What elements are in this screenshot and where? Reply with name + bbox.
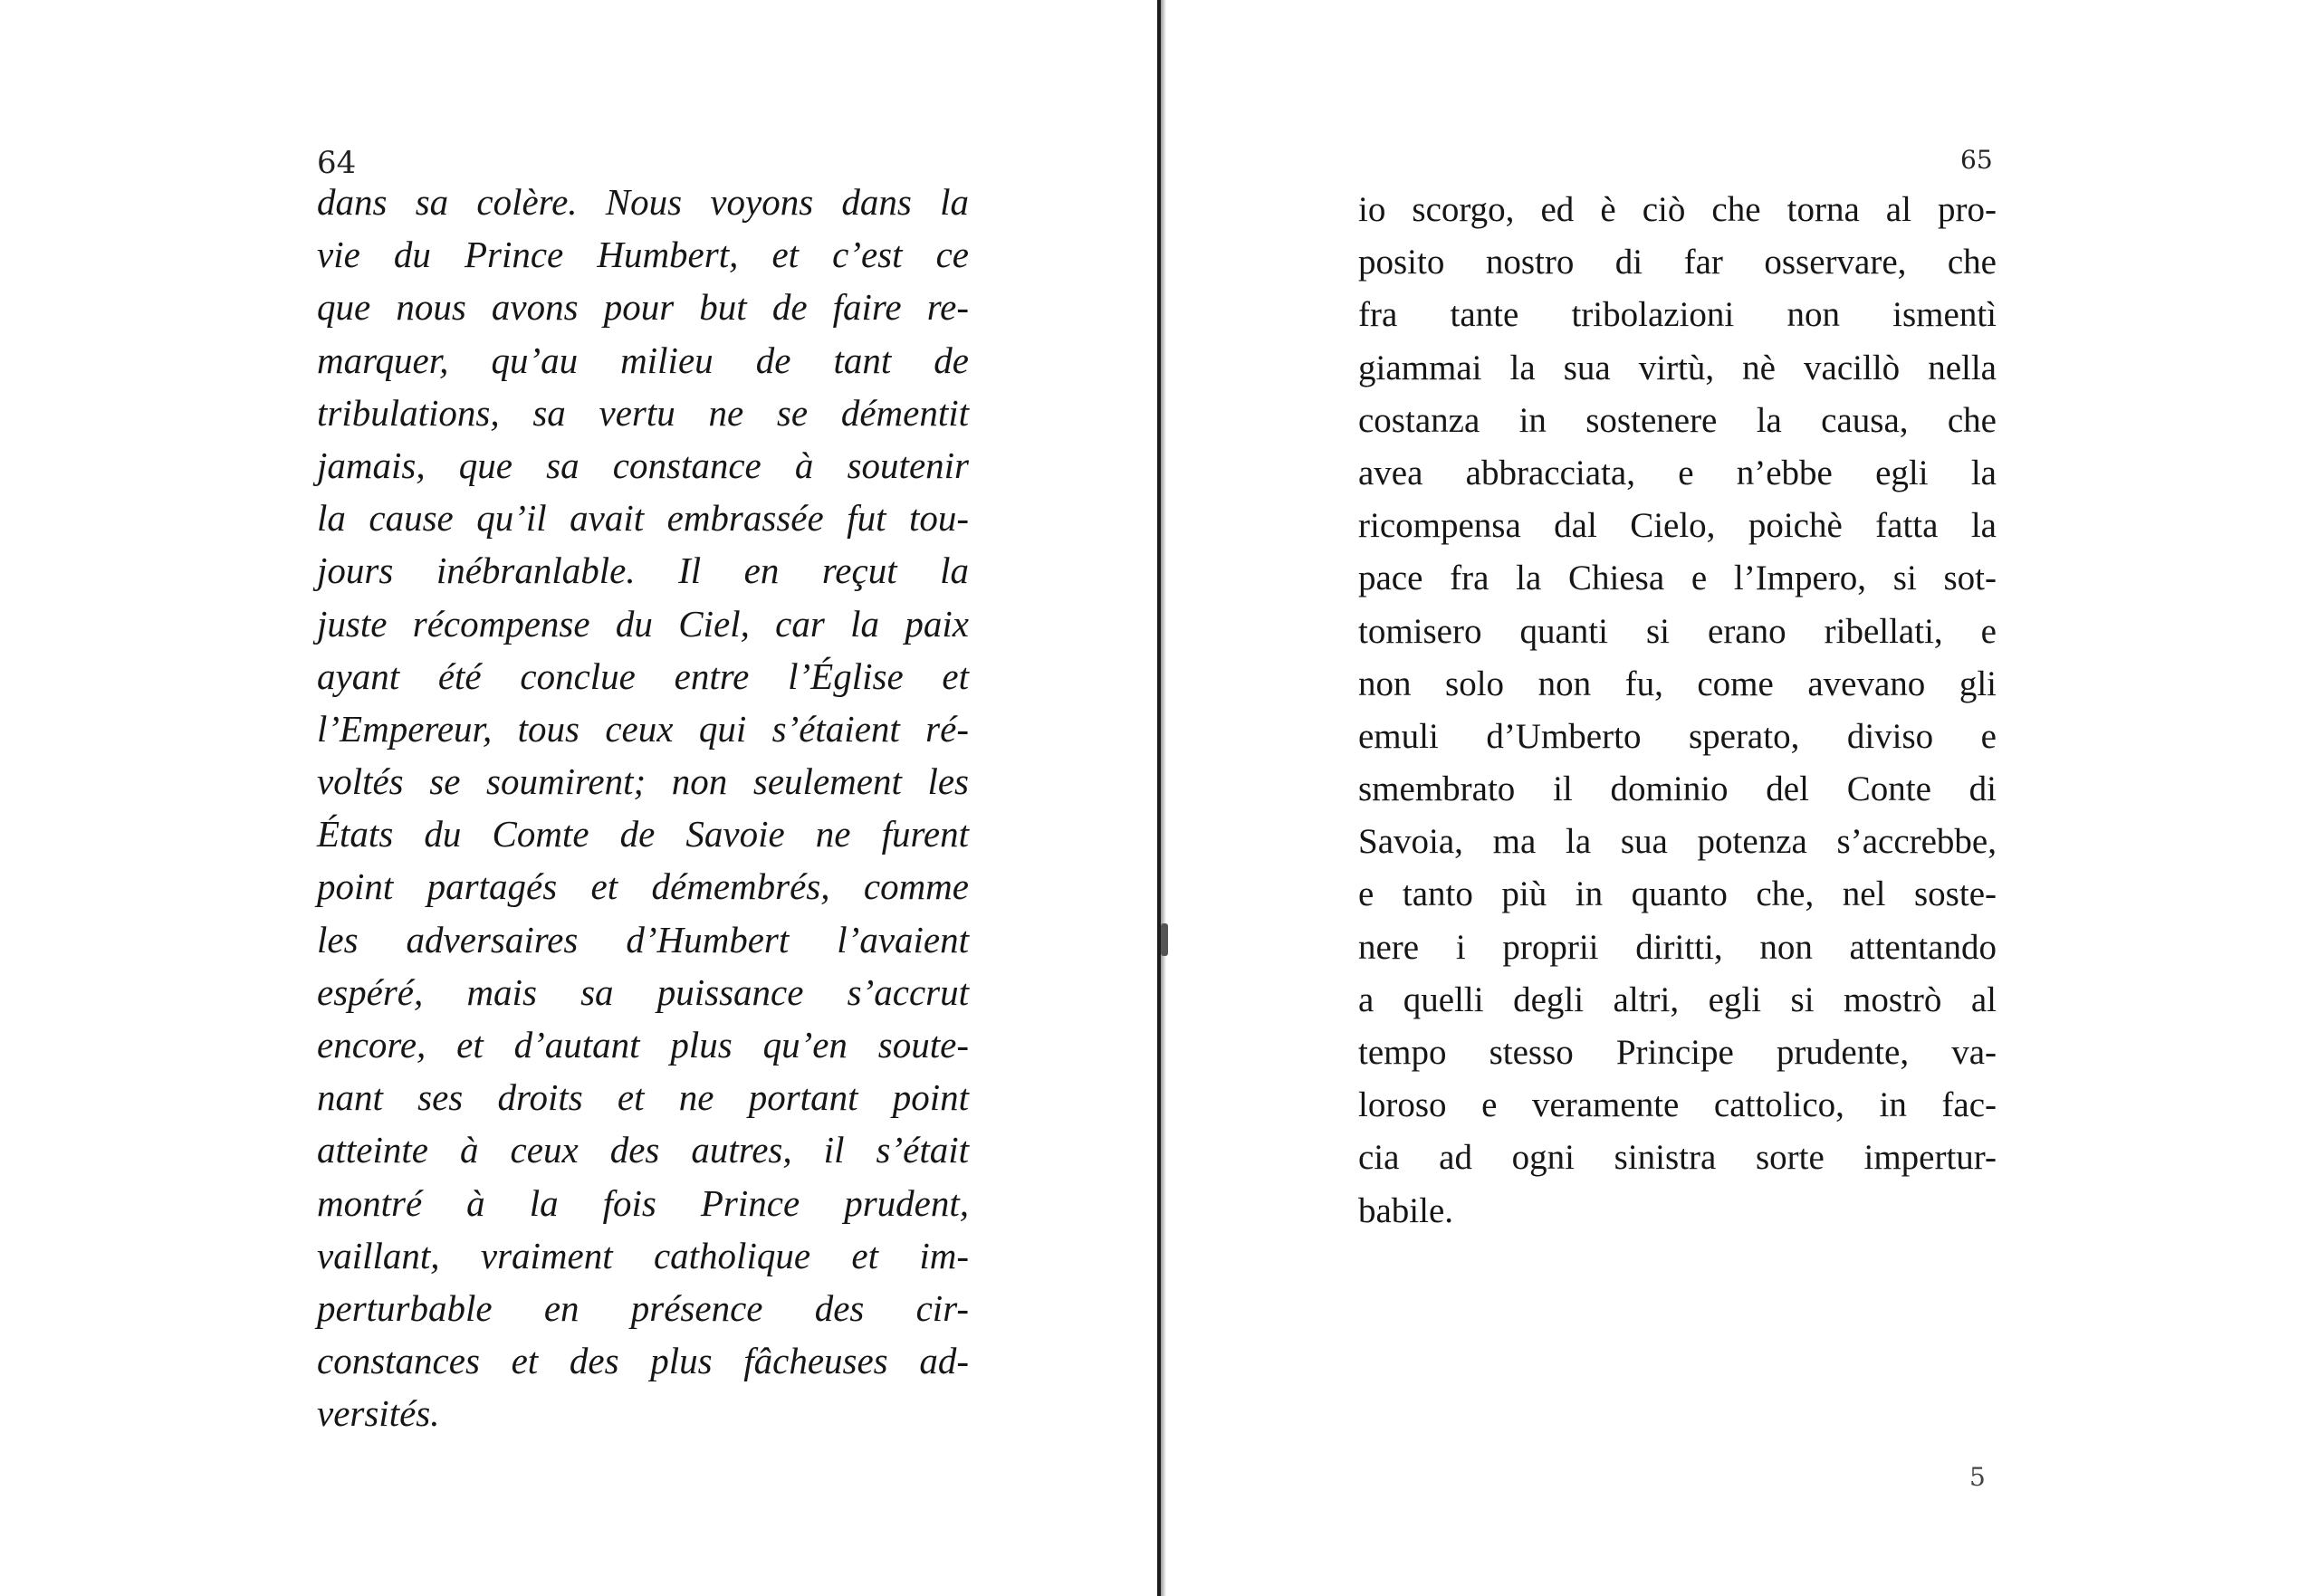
text-line: posito nostro di far osservare, che [1358,243,1997,282]
text-line: les adversaires d’Humbert l’avaient [317,918,969,960]
text-line: costanza in sostenere la causa, che [1358,400,1997,440]
text-line: loroso e veramente cattolico, in fac- [1358,1085,1997,1125]
text-line: la cause qu’il avait embrassée fut tou- [317,497,969,540]
text-line: nere i proprii diritti, non attentando [1358,927,1997,967]
text-line: fra tante tribolazioni non ismentì [1358,295,1997,335]
text-line: que nous avons pour but de faire re- [317,286,969,329]
text-line: cia ad ogni sinistra sorte impertur- [1358,1138,1997,1178]
text-line: versités. [317,1392,440,1435]
left-page [0,0,1157,1596]
right-page [1168,0,2318,1596]
text-line: États du Comte de Savoie ne furent [317,813,969,855]
text-line: non solo non fu, come avevano gli [1358,664,1997,703]
text-line: pace fra la Chiesa e l’Impero, si sot- [1358,559,1997,598]
right-page-text [1358,184,1997,1238]
text-line: marquer, qu’au milieu de tant de [317,339,969,381]
text-line: babile. [1358,1190,1454,1230]
text-line: nant ses droits et ne portant point [317,1076,969,1119]
text-line: encore, et d’autant plus qu’en soute- [317,1024,969,1066]
text-line: jamais, que sa constance à soutenir [317,444,969,486]
text-line: espéré, mais sa puissance s’accrut [317,970,969,1013]
text-line: emuli d’Umberto sperato, diviso e [1358,716,1997,756]
text-line: tomisero quanti si erano ribellati, e [1358,611,1997,651]
text-line: avea abbracciata, e n’ebbe egli la [1358,453,1997,492]
text-line: voltés se soumirent; non seulement les [317,760,969,803]
text-line: tribulations, sa vertu ne se démentit [317,391,969,434]
text-line: a quelli degli altri, egli si mostrò al [1358,980,1997,1019]
text-line: juste récompense du Ciel, car la paix [317,602,969,645]
text-line: vie du Prince Humbert, et c’est ce [317,234,969,276]
text-line: montré à la fois Prince prudent, [317,1181,969,1224]
signature-mark: 5 [1969,1462,1986,1492]
binding-mark [1161,923,1168,956]
text-line: l’Empereur, tous ceux qui s’étaient ré- [317,707,969,750]
text-line: tempo stesso Principe prudente, va- [1358,1033,1997,1072]
text-line: point partagés et démembrés, comme [317,865,969,908]
text-line: dans sa colère. Nous voyons dans la [317,181,969,223]
gutter-shadow [1161,0,1166,1596]
left-page-text [317,176,969,1440]
text-line: smembrato il dominio del Conte di [1358,769,1997,809]
text-line: perturbable en présence des cir- [317,1286,969,1329]
page-number-left: 64 [317,145,357,181]
text-line: ricompensa dal Cielo, poichè fatta la [1358,506,1997,546]
text-line: atteinte à ceux des autres, il s’était [317,1129,969,1171]
text-line: constances et des plus fâcheuses ad- [317,1340,969,1382]
text-line: Savoia, ma la sua potenza s’accrebbe, [1358,822,1997,862]
text-line: ayant été conclue entre l’Église et [317,655,969,697]
text-line: giammai la sua virtù, nè vacillò nella [1358,348,1997,387]
text-line: vaillant, vraiment catholique et im- [317,1234,969,1276]
text-line: io scorgo, ed è ciò che torna al pro- [1358,190,1997,229]
text-line: jours inébranlable. Il en reçut la [317,550,969,592]
page-number-right: 65 [1960,145,1993,175]
text-line: e tanto più in quanto che, nel soste- [1358,874,1997,914]
